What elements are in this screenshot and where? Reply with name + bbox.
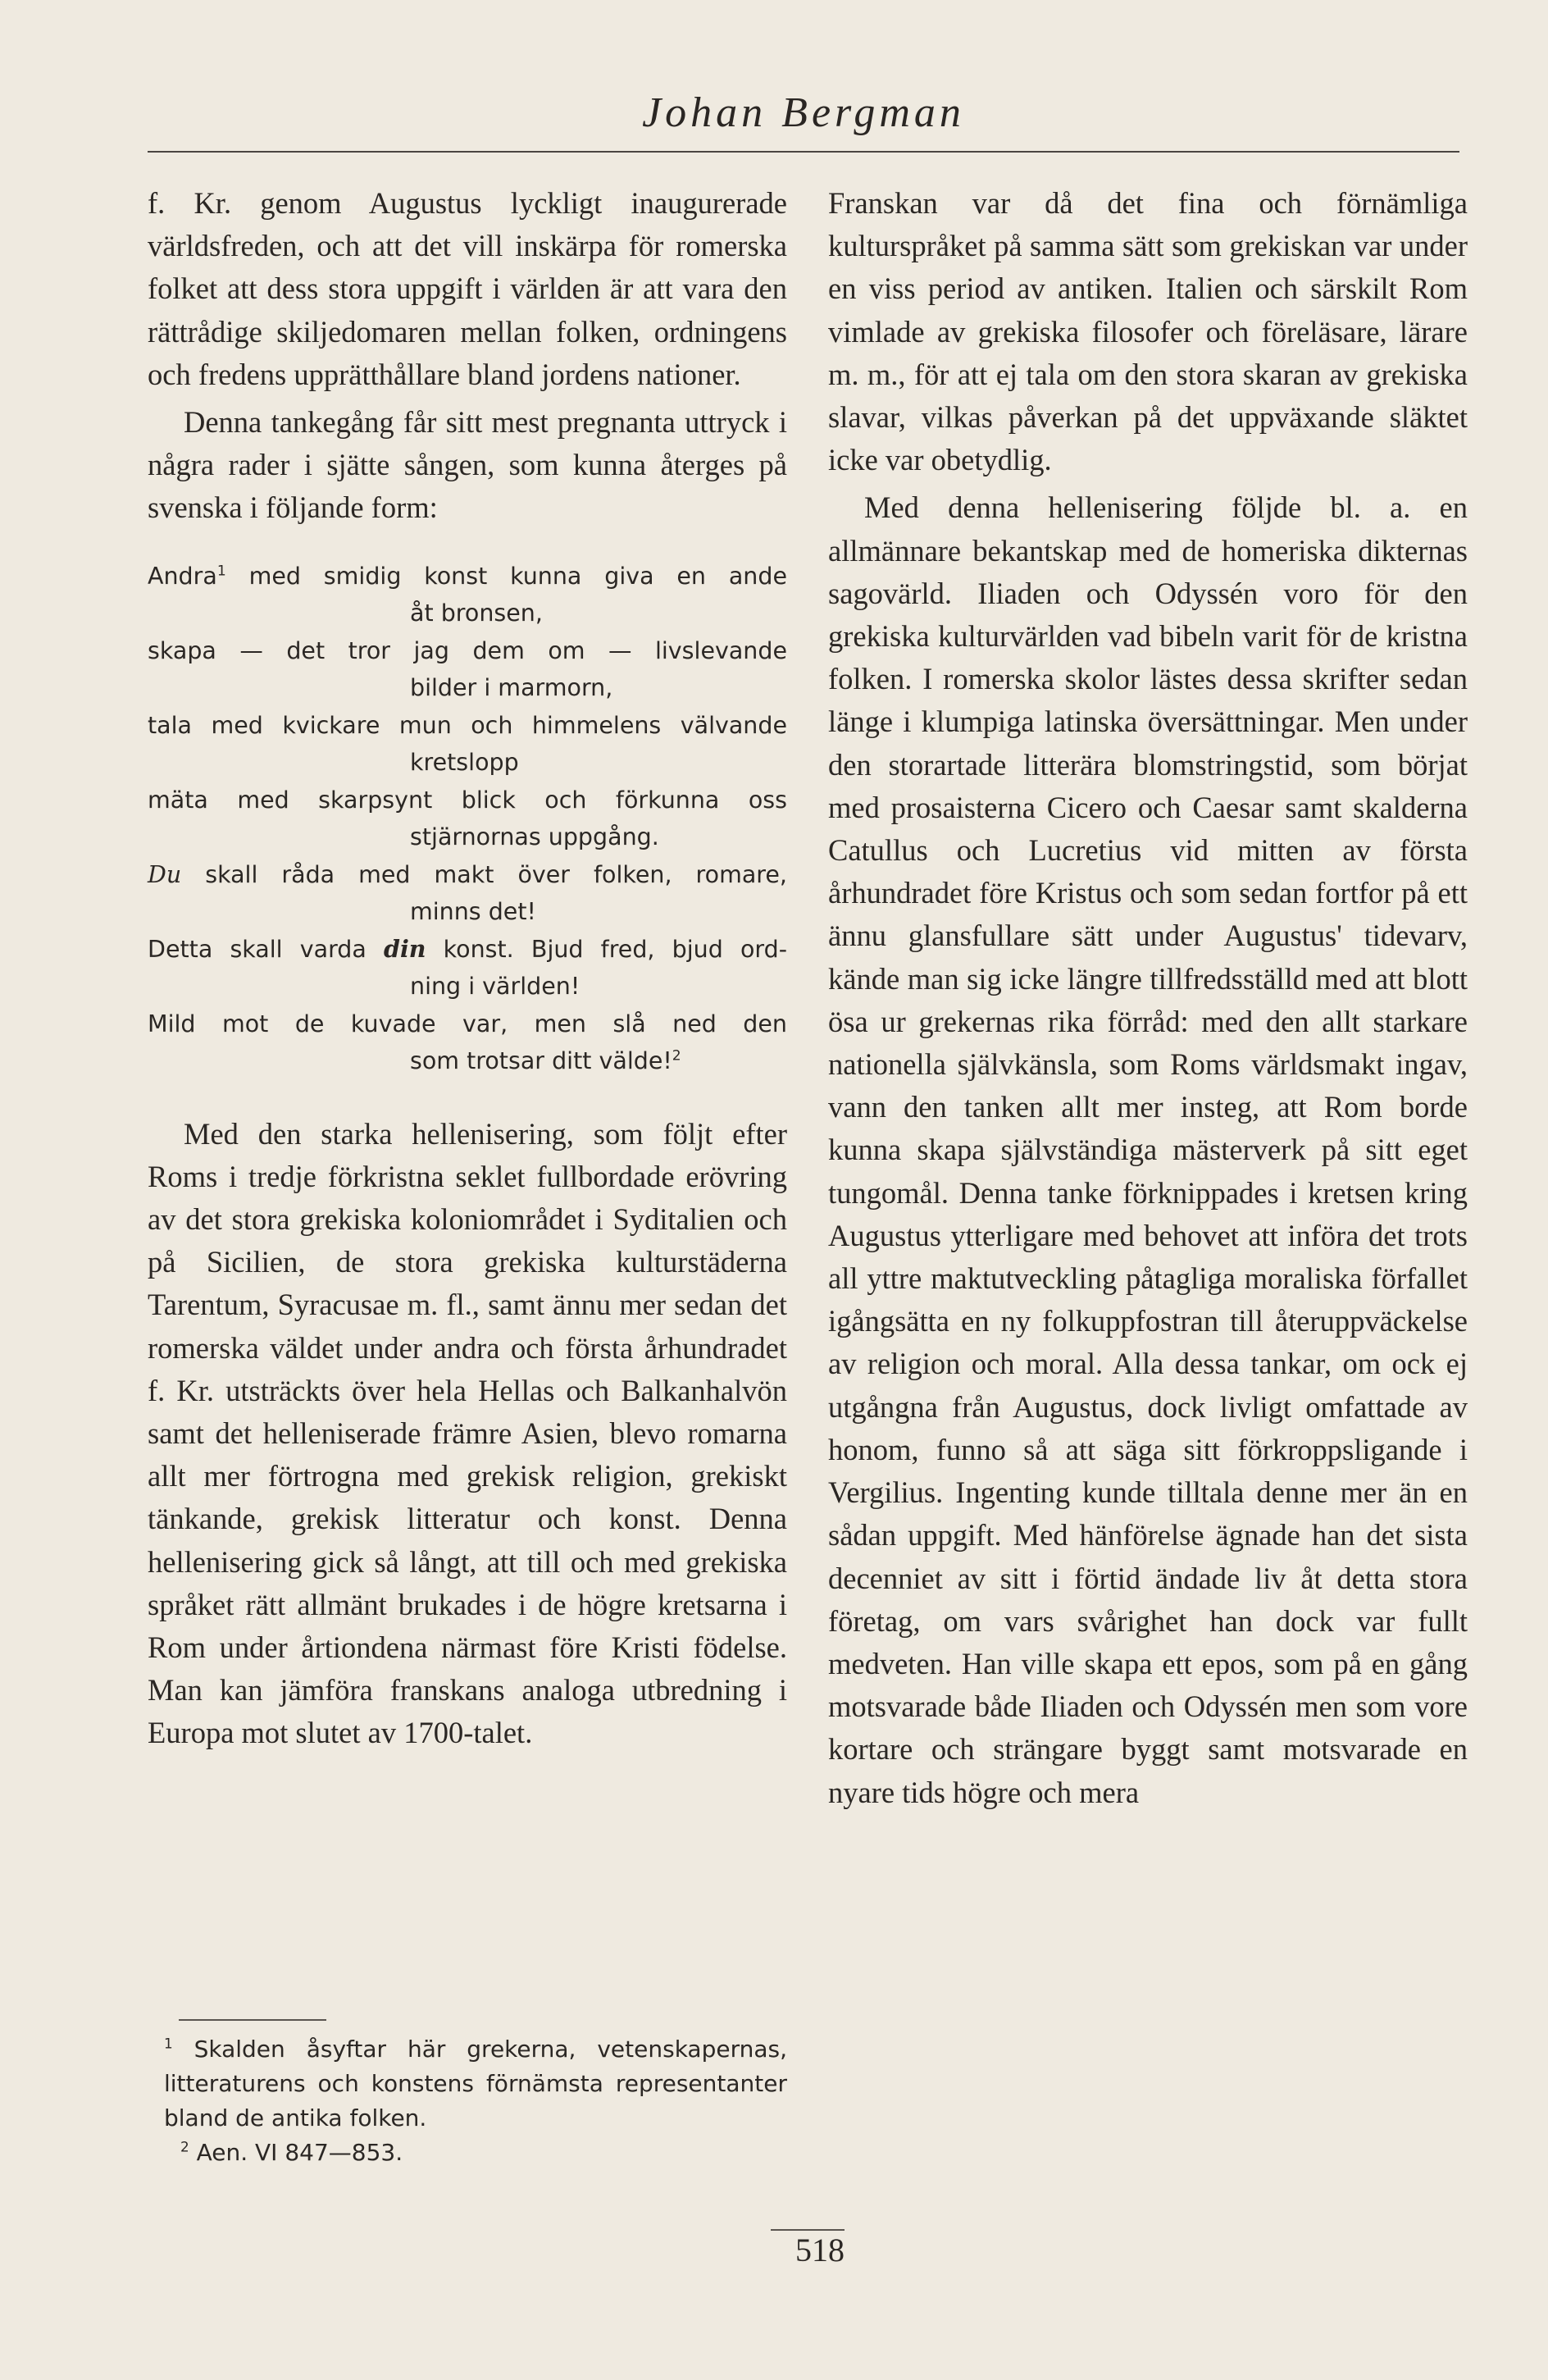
verse-line: Du skall råda med makt över folken, romare, [148, 860, 787, 888]
right-paragraph-2: Med denna hellenisering följde bl. a. en allmännare bekantskap med de homeriska dikternas sagovärld. Iliaden och Odyssén voro för den grekiska kulturvärlden vad bibeln varit för de kristna folken. I romerska skolor lästes dessa skrifter sedan länge i klumpiga latinska översättningar. Men under den storartade litterära blomstringstid, som börjat med prosaisterna Cicero och Caesar samt skalderna Catullus och Lucretius vid mitten av första århundradet före Kristus och som sedan fortfor på ett ännu glansfullare sätt under Augustus' tidevarv, kände man sig icke längre tillfredsställd med att blott ösa ur grekernas rika förråd: med den allt starkare nationella självkänsla, som Roms världsmakt ingav, vann den tanken allt mer insteg, att Rom borde kunna skapa självständiga mästerverk på sitt eget tungomål. Denna tanke förknippades i kretsen kring Augustus ytterligare med behovet att införa det trots all yttre maktutveckling påtagliga moraliska förfallet igångsätta en ny folkuppfostran till återuppväckelse av religion och moral. Alla dessa tankar, om ock ej utgångna från Augustus, dock livligt omfattade av honom, funno så att säga sitt förkroppsligande i Vergilius. Ingenting kunde tilltala denne mer än en sådan uppgift. Med hänförelse ägnade han det sista decenniet av sitt i förtid ändade liv åt detta stora företag, om vars svårighet han dock var fullt medveten. Han ville skapa ett epos, som på en gång motsvarade både Iliaden och Odyssén men som vore kortare och strängare byggt samt motsvarade en nyare tids högre och mera [828, 490, 1468, 1809]
verse-continuation: åt bronsen, [410, 600, 543, 627]
verse-line: Mild mot de kuvade var, men slå ned den [148, 1010, 787, 1037]
verse-continuation: stjärnornas uppgång. [410, 823, 659, 851]
verse-line: tala med kvickare mun och himmelens välvande [148, 711, 787, 739]
verse-continuation: ning i världen! [410, 973, 580, 1001]
verse-line: skapa — det tror jag dem om — livslevande [148, 636, 787, 664]
verse-quote [148, 558, 787, 1080]
left-paragraph-3: Med den starka hellenisering, som följt efter Roms i tredje förkristna seklet fullbordade erövring av det stora grekiska koloniområdet i Syditalien och på Sicilien, de stora grekiska kulturstäderna Tarentum, Syracusae m. fl., samt ännu mer sedan det romerska väldet under andra och första århundradet f. Kr. utsträckts över hela Hellas och Balkanhalvön samt det helleniserade främre Asien, blevo romarna allt mer förtrogna med grekisk religion, grekiskt tänkande, grekisk litteratur och konst. Denna hellenisering gick så långt, att till och med grekiska språket rätt allmänt brukades i de högre kretsarna i Rom under årtiondena närmast före Kristi födelse. Man kan jämföra franskans analoga utbredning i Europa mot slutet av 1700-talet. [148, 1116, 787, 1750]
header-rule [148, 151, 1459, 153]
page-number: 518 [795, 2232, 845, 2268]
verse-continuation: minns det! [410, 898, 536, 926]
verse-line: mäta med skarpsynt blick och förkunna oss [148, 786, 787, 814]
left-paragraph-2: Denna tankegång får sitt mest pregnanta uttryck i några rader i sjätte sången, som kunna återges på svenska i följande form: [148, 405, 787, 525]
verse-continuation: bilder i marmorn, [410, 674, 613, 702]
verse-line: Andra$^1$ med smidig konst kunna giva en ande [148, 562, 787, 590]
footnote-1: $^1$ Skalden åsyftar här grekerna, vetenskapernas, litteraturens och konstens förnämsta representanter bland de antika folken. [164, 2035, 787, 2132]
verse-continuation: kretslopp [410, 749, 519, 777]
running-head: Johan Bergman [642, 89, 965, 136]
footnote-rule [179, 2019, 326, 2021]
left-column [148, 182, 787, 1755]
right-column [828, 182, 1468, 1814]
left-paragraph-1: f. Kr. genom Augustus lyckligt inaugurerade världsfreden, och att det vill inskärpa för romerska folket att dess stora uppgift i världen är att vara den rättrådige skiljedomaren mellan folken, ordningens och fredens upprätthållare bland jordens nationer. [148, 186, 787, 391]
right-paragraph-1: Franskan var då det fina och förnämliga kulturspråket på samma sätt som grekiskan var under en viss period av antiken. Italien och särskilt Rom vimlade av grekiska filosofer och föreläsare, lärare m. m., för att ej tala om den stora skaran av grekiska slavar, vilkas påverkan på det uppväxande släktet icke var obetydlig. [828, 186, 1468, 477]
verse-continuation: som trotsar ditt välde!$^2$ [410, 1047, 681, 1075]
verse-line: Detta skall varda din konst. Bjud fred, bjud ord- [148, 934, 787, 963]
footnote-2: $^2$ Aen. VI 847—853. [180, 2138, 403, 2166]
footnotes [164, 2032, 787, 2170]
